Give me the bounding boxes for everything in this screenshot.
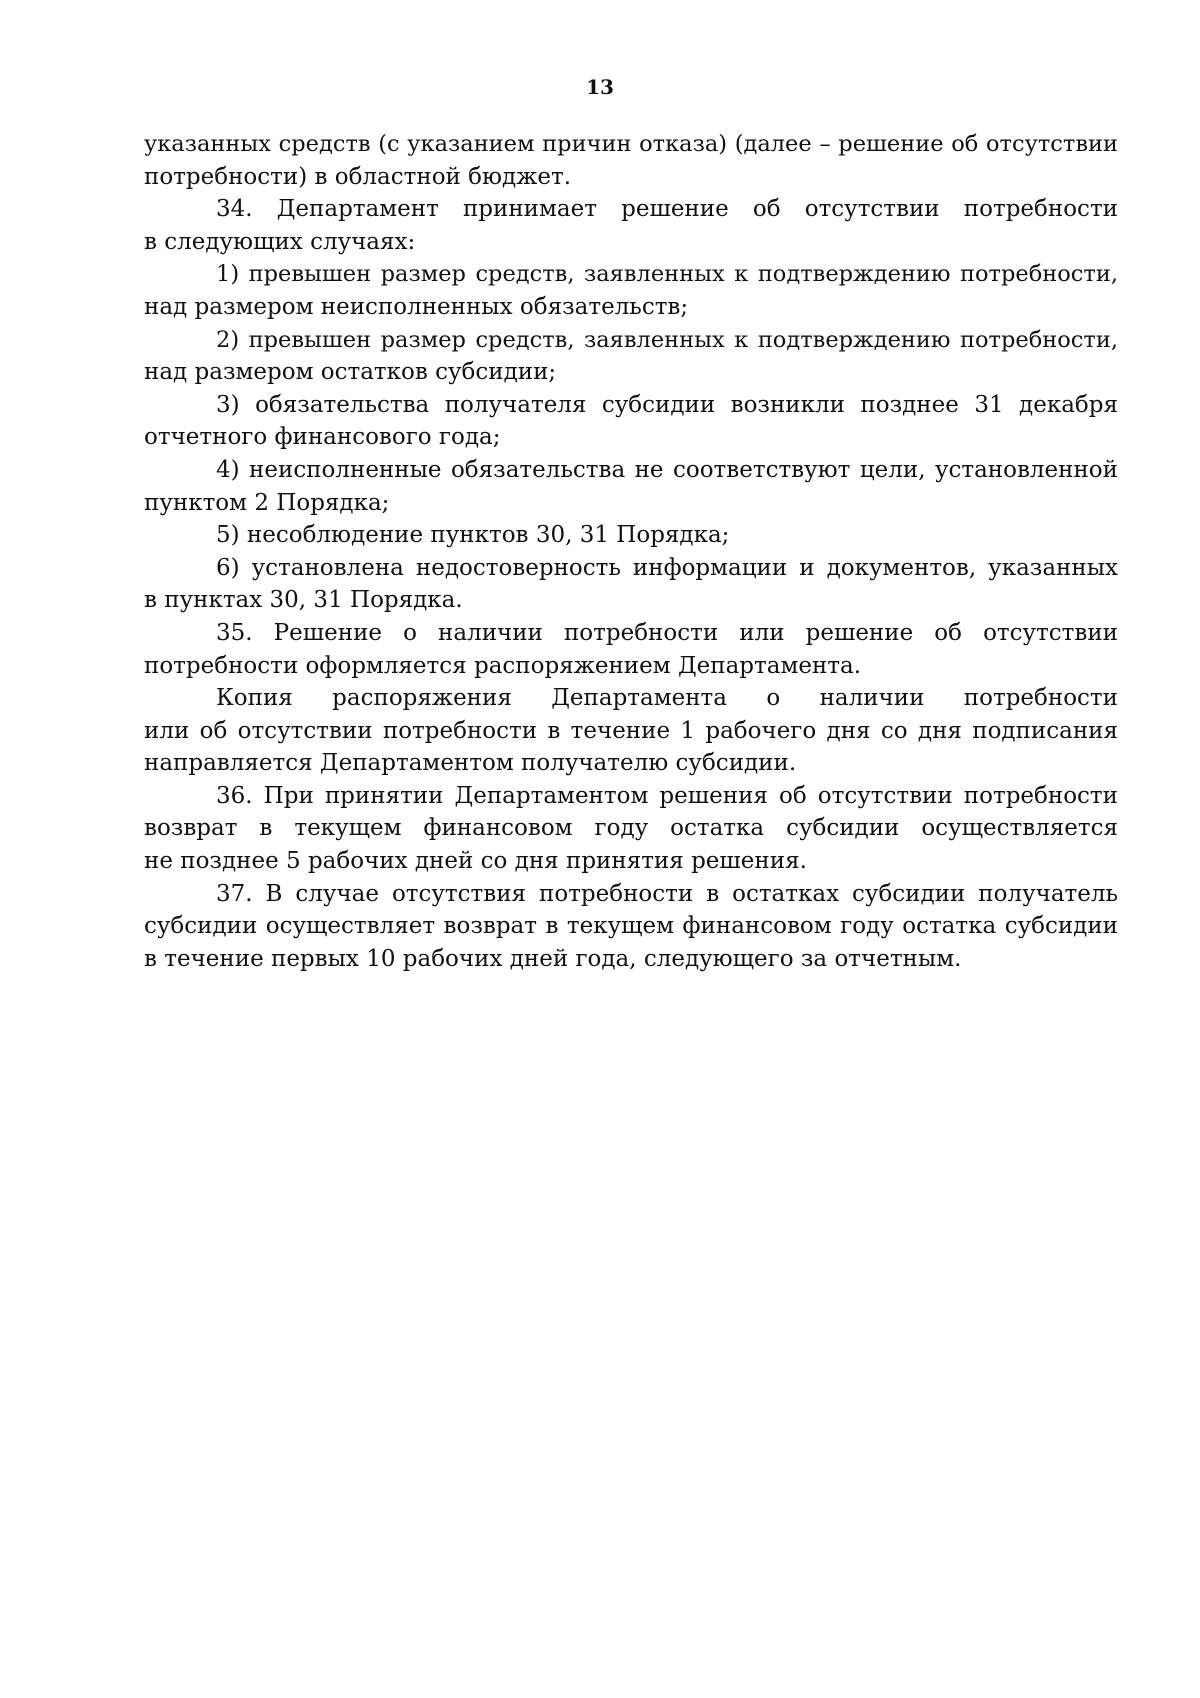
list-item-1-line: 1) превышен размер средств, заявленных к подтверждению потребности, — [216, 261, 1118, 288]
text-line: над размером остатков субсидии; — [144, 359, 557, 386]
copy-paragraph-line: Копия распоряжения Департамента о наличии потребности — [216, 685, 1118, 712]
text-line: субсидии осуществляет возврат в текущем финансовом году остатка субсидии — [144, 913, 1118, 940]
list-item-4-line: 4) неисполненные обязательства не соответствуют цели, установленной — [216, 456, 1118, 483]
text-line: отчетного финансового года; — [144, 424, 501, 451]
text-line: направляется Департаментом получателю субсидии. — [144, 750, 797, 777]
text-line: в пунктах 30, 31 Порядка. — [144, 587, 463, 614]
list-item-2-line: 2) превышен размер средств, заявленных к подтверждению потребности, — [216, 326, 1118, 353]
clause-35-line: 35. Решение о наличии потребности или решение об отсутствии — [216, 619, 1118, 646]
list-item-5-line: 5) несоблюдение пунктов 30, 31 Порядка; — [216, 522, 730, 549]
clause-37-line: 37. В случае отсутствия потребности в остатках субсидии получатель — [216, 880, 1118, 907]
text-line: над размером неисполненных обязательств; — [144, 293, 689, 320]
text-line: в течение первых 10 рабочих дней года, следующего за отчетным. — [144, 945, 962, 972]
clause-34-line: 34. Департамент принимает решение об отсутствии потребности — [216, 196, 1118, 223]
page-number: 13 — [586, 75, 614, 99]
text-line: возврат в текущем финансовом году остатка субсидии осуществляется — [144, 815, 1118, 842]
list-item-6-line: 6) установлена недостоверность информации и документов, указанных — [216, 554, 1118, 581]
text-line: указанных средств (с указанием причин отказа) (далее – решение об отсутствии — [144, 131, 1118, 157]
text-line: потребности) в областной бюджет. — [144, 163, 572, 190]
document-body — [144, 128, 1118, 975]
list-item-3-line: 3) обязательства получателя субсидии возникли позднее 31 декабря — [216, 391, 1118, 418]
text-line: пунктом 2 Порядка; — [144, 489, 390, 516]
text-line: в следующих случаях: — [144, 228, 416, 255]
clause-36-line: 36. При принятии Департаментом решения об отсутствии потребности — [216, 782, 1118, 809]
text-line: не позднее 5 рабочих дней со дня принятия решения. — [144, 848, 807, 875]
text-line: потребности оформляется распоряжением Департамента. — [144, 652, 862, 679]
text-line: или об отсутствии потребности в течение 1 рабочего дня со дня подписания — [144, 717, 1118, 744]
